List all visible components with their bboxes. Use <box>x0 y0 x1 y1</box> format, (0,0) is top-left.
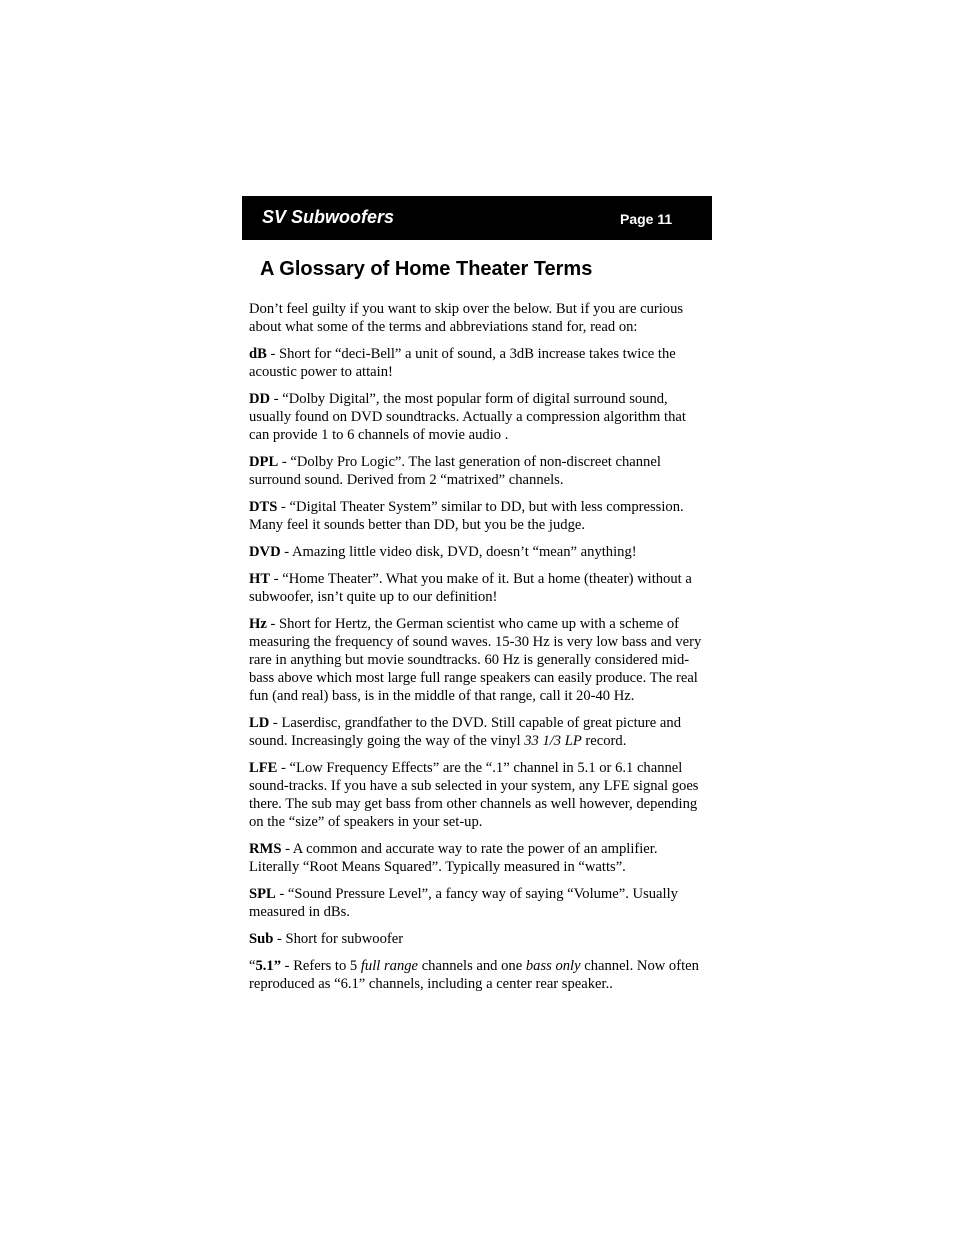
definition-dvd: - Amazing little video disk, DVD, doesn’t “mean” anything! <box>280 544 637 560</box>
entry-dts <box>249 498 709 534</box>
term-5-1: 5.1” <box>255 958 282 974</box>
definition-spl: - “Sound Pressure Level”, a fancy way of saying “Volume”. Usually measured in dBs. <box>249 886 678 920</box>
entry-5-1 <box>249 957 709 993</box>
term-dd: DD <box>249 391 271 407</box>
definition-ld-part2: record. <box>581 733 627 749</box>
definition-5-1-italic1: full range <box>360 958 419 974</box>
intro-paragraph: Don’t feel guilty if you want to skip over the below. But if you are curious about what some of the terms and abbreviations stand for, read on: <box>249 301 684 335</box>
term-lfe: LFE <box>249 760 278 776</box>
definition-db: - Short for “deci-Bell” a unit of sound, a 3dB increase takes twice the acoustic power to attain! <box>249 346 676 380</box>
term-db: dB <box>249 346 267 362</box>
entry-dd <box>249 390 709 444</box>
definition-ld-italic: 33 1/3 LP <box>524 733 582 749</box>
definition-dts: - “Digital Theater System” similar to DD, but with less compression. Many feel it sounds better than DD, but you be the judge. <box>249 499 684 533</box>
definition-5-1-part1: - Refers to 5 <box>281 958 361 974</box>
term-spl: SPL <box>249 886 276 902</box>
definition-rms: - A common and accurate way to rate the power of an amplifier. Literally “Root Means Squared”. Typically measured in “watts”. <box>249 841 658 875</box>
entry-lfe <box>249 759 709 831</box>
term-5-1-open-quote: “ <box>249 958 256 974</box>
term-ld: LD <box>249 715 270 731</box>
entry-rms <box>249 840 709 876</box>
term-sub: Sub <box>249 931 274 947</box>
definition-dpl: - “Dolby Pro Logic”. The last generation of non-discreet channel surround sound. Derived from 2 “matrixed” channels. <box>249 454 661 488</box>
entry-sub <box>249 930 709 948</box>
term-ht: HT <box>249 571 271 587</box>
header-title: SV Subwoofers <box>262 207 395 227</box>
term-hz: Hz <box>249 616 267 632</box>
definition-sub: - Short for subwoofer <box>273 931 404 947</box>
page-header <box>242 196 712 240</box>
definition-5-1-part3: channel. Now often reproduced as “6.1” channels, including a center rear speaker.. <box>249 958 699 992</box>
definition-ht: - “Home Theater”. What you make of it. But a home (theater) without a subwoofer, isn’t quite up to our definition! <box>249 571 692 605</box>
entry-ld <box>249 714 709 750</box>
definition-5-1-part2: channels and one <box>418 958 526 974</box>
entry-db <box>249 345 709 381</box>
entry-ht <box>249 570 709 606</box>
term-rms: RMS <box>249 841 282 857</box>
definition-ld-part1: - Laserdisc, grandfather to the DVD. Still capable of great picture and sound. Increasingly going the way of the vinyl <box>249 715 681 749</box>
entry-hz <box>249 615 709 705</box>
term-dts: DTS <box>249 499 278 515</box>
definition-5-1-italic2: bass only <box>525 958 581 974</box>
glossary-heading: A Glossary of Home Theater Terms <box>260 258 593 280</box>
entry-spl <box>249 885 709 921</box>
definition-lfe: - “Low Frequency Effects” are the “.1” channel in 5.1 or 6.1 channel sound-tracks. If you have a sub selected in your system, any LFE signal goes there. The sub may get bass from other channels as well however, depending on the “size” of speakers in your set-up. <box>249 760 699 830</box>
entry-dvd <box>249 543 709 561</box>
entry-dpl <box>249 453 709 489</box>
page-number: Page 11 <box>620 211 673 227</box>
glossary-content <box>249 300 709 1002</box>
term-dvd: DVD <box>249 544 281 560</box>
definition-hz: - Short for Hertz, the German scientist who came up with a scheme of measuring the frequency of sound waves. 15-30 Hz is very low bass and very rare in anything but movie soundtracks. 60 Hz is generally considered mid-bass above which most large full range speakers can easily produce. The real fun (and real) bass, is in the middle of that range, call it 20-40 Hz. <box>249 616 702 704</box>
term-dpl: DPL <box>249 454 279 470</box>
definition-dd: - “Dolby Digital”, the most popular form of digital surround sound, usually found on DVD soundtracks. Actually a compression algorithm that can provide 1 to 6 channels of movie audio . <box>249 391 686 443</box>
